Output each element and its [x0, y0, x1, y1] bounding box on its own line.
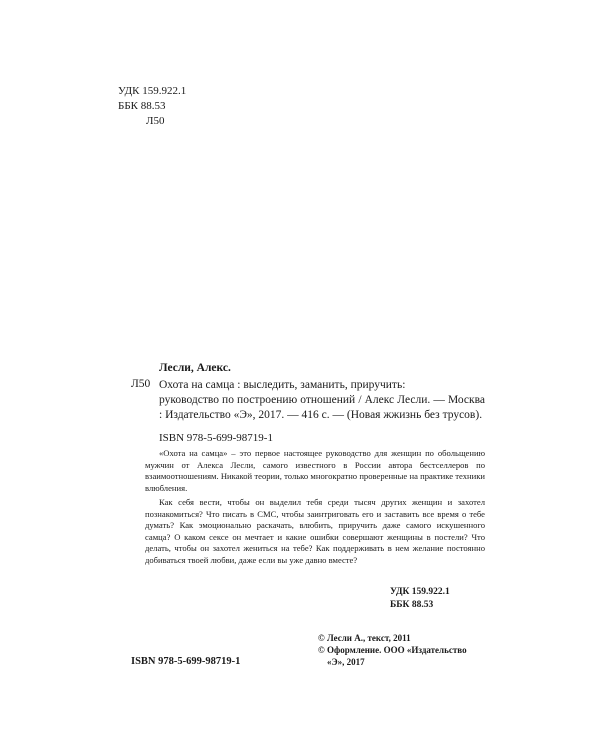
annotation-paragraph: «Охота на самца» – это первое настоящее руководство для женщин по обольщению мужчин от Алекса Лесли, самого известного в России автора бестселлеров по взаимоотношениям. Никакой теории, только многократно проверенные на практике техники влюбления.: [145, 448, 485, 493]
udk-code: УДК 159.922.1: [118, 85, 187, 97]
copyright-design: © Оформление. ООО «Издательство: [318, 645, 467, 655]
udk-code-bottom: УДК 159.922.1: [390, 587, 450, 597]
classification-block-top: [118, 84, 186, 129]
description-line-1: Охота на самца : выследить, заманить, приручить:: [159, 379, 406, 391]
classification-block-bottom: [390, 586, 485, 611]
author-code: Л50: [146, 115, 165, 127]
copyright-design-cont: «Э», 2017: [327, 657, 365, 667]
bbk-code: ББК 88.53: [118, 100, 166, 112]
entry-author-code: Л50: [131, 378, 151, 390]
isbn-entry: ISBN 978-5-699-98719-1: [159, 432, 273, 444]
annotation-paragraph: Как себя вести, чтобы он выделил тебя среди тысяч других женщин и захотел познакомиться? Что писать в СМС, чтобы заинтриговать его и заставить все время о тебе думать? Как эмоционально раскачать, влюбить, приручить даже самого искушенного самца? О каком сексе он мечтает и какие ошибки совершают женщины в постели? Что делать, чтобы он захотел жениться на тебе? Как поддерживать в нем желание постоянно добиваться твоей любви, даже если вы уже давно вместе?: [145, 497, 485, 565]
description-continuation: руководство по построению отношений / Алекс Лесли. — Москва : Издательство «Э», 2017. — 416 с. — (Новая жжизнь без трусов).: [159, 394, 485, 421]
annotation: [145, 448, 485, 566]
bbk-code-bottom: ББК 88.53: [390, 599, 434, 610]
author-heading: Лесли, Алекс.: [159, 362, 231, 374]
bibliographic-description: [159, 378, 485, 423]
isbn-bottom: ISBN 978-5-699-98719-1: [131, 656, 241, 667]
copyright-block: [318, 632, 493, 668]
copyright-text: © Лесли А., текст, 2011: [318, 633, 411, 643]
